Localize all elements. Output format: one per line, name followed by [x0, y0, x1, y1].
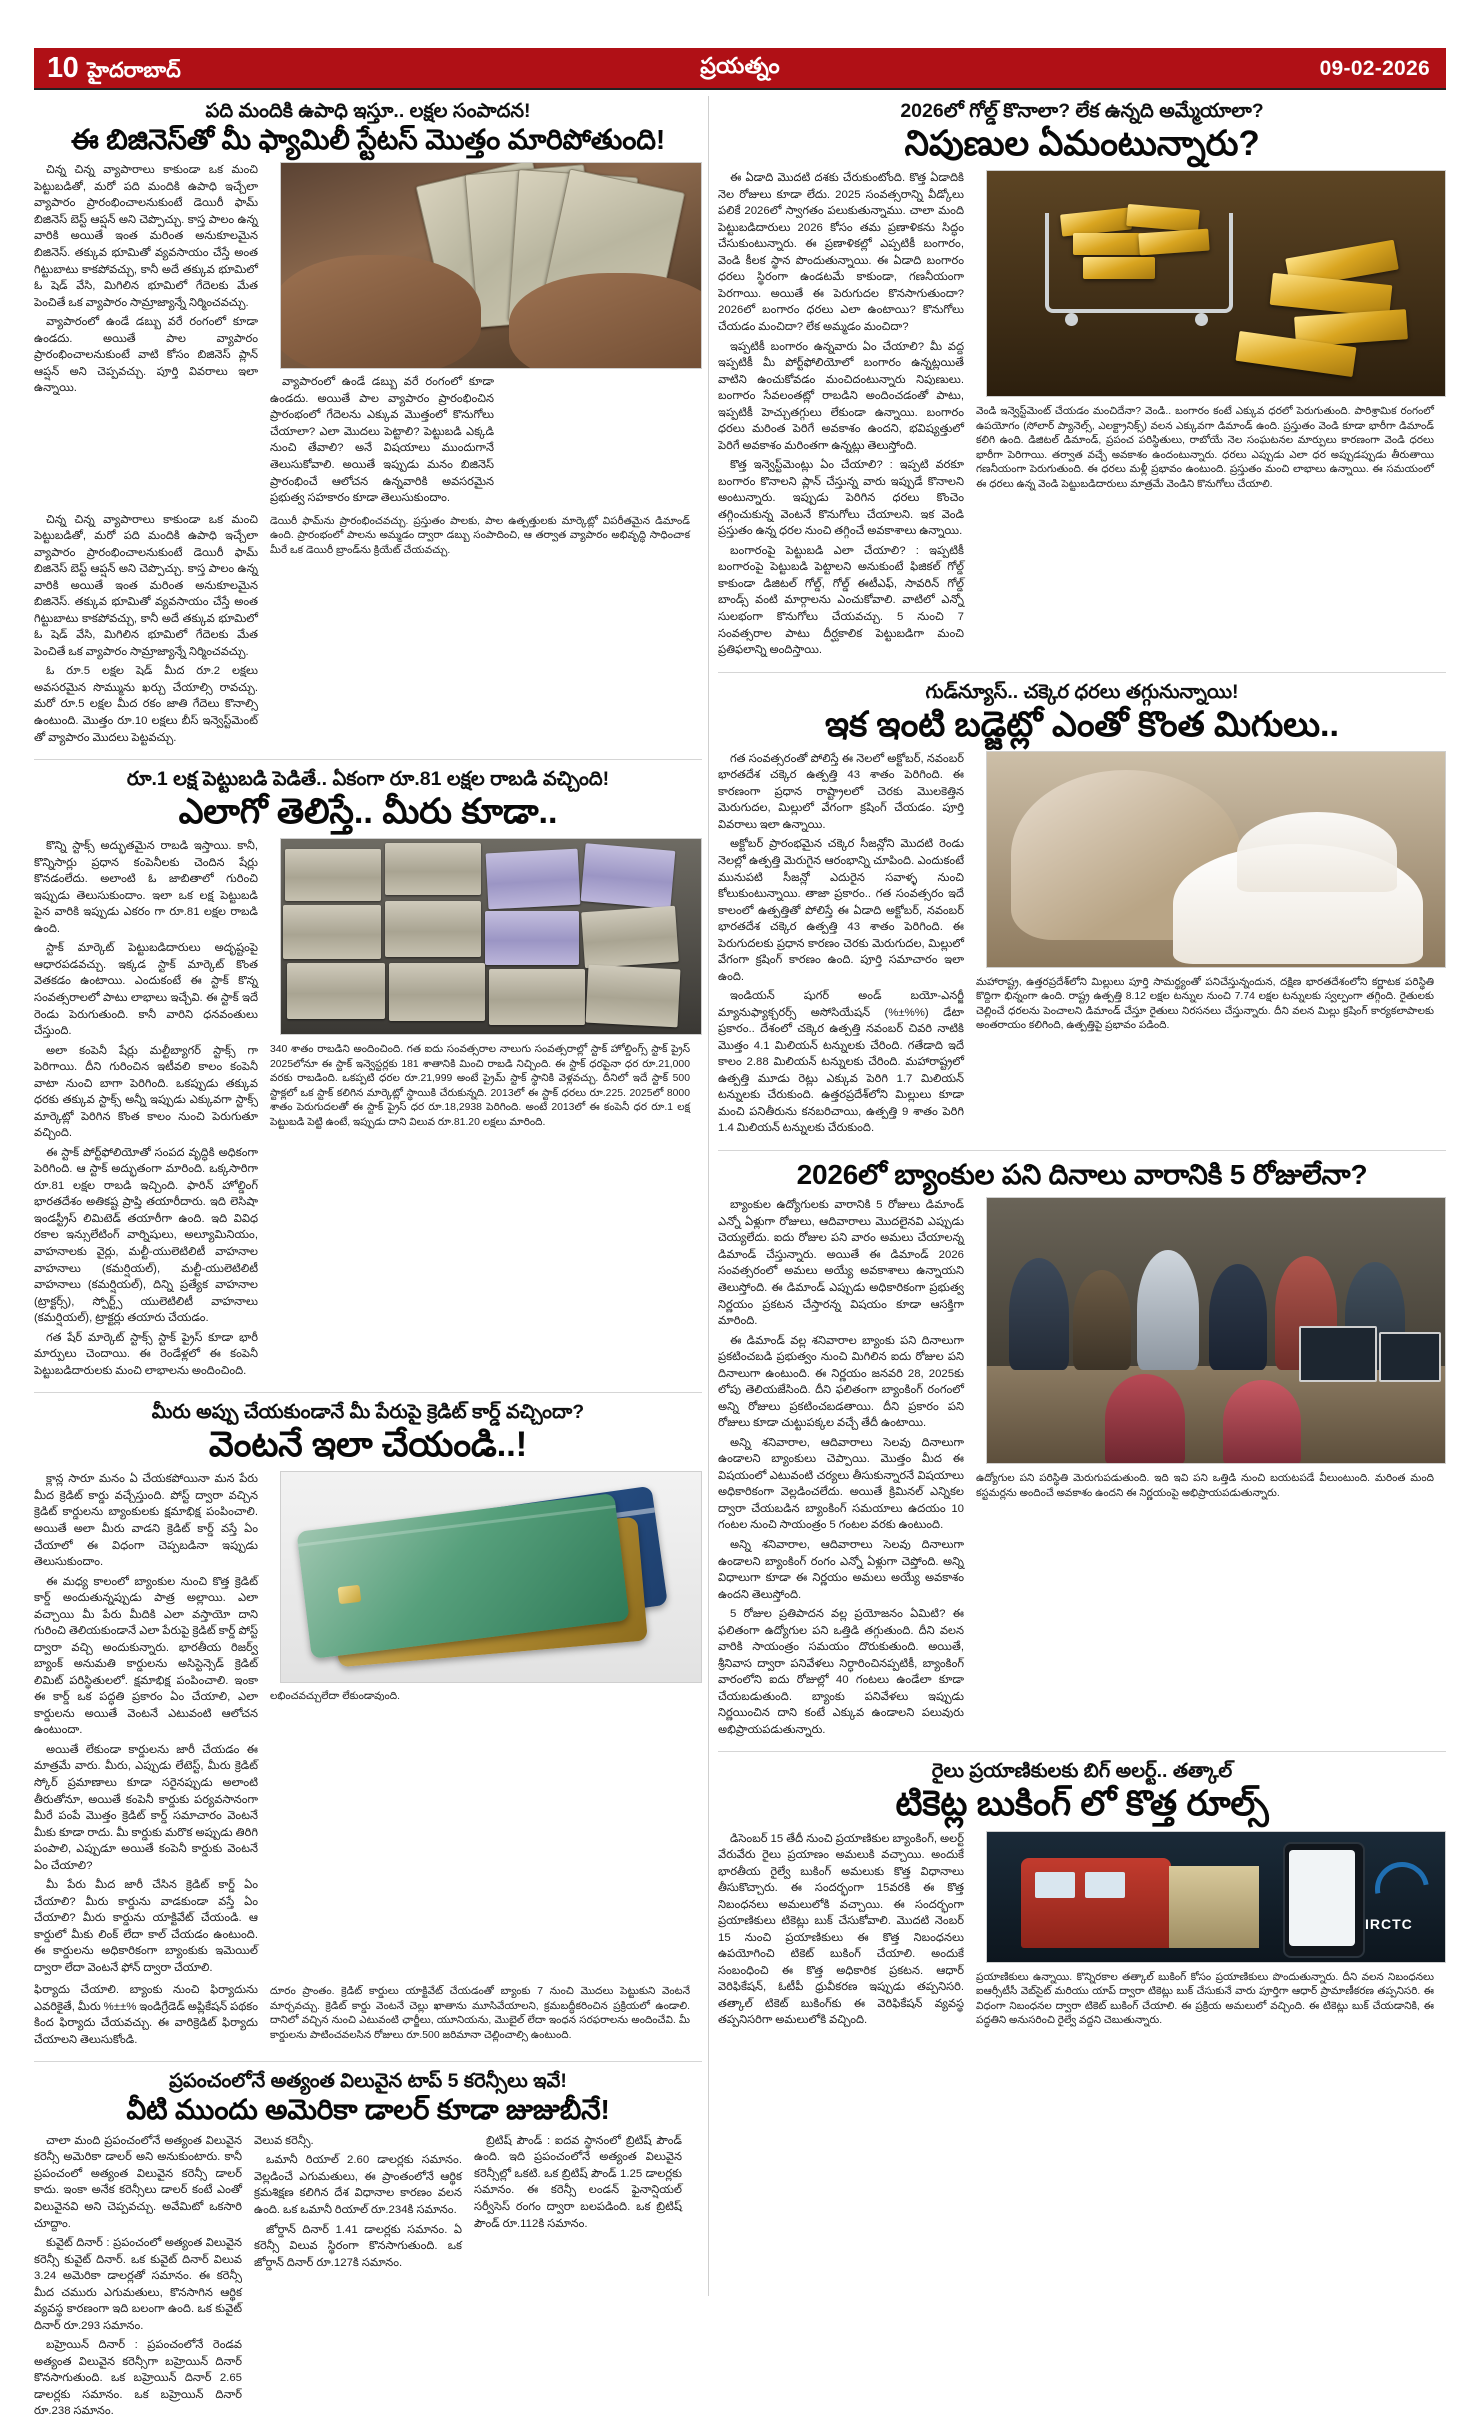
publication-title: ప్రయత్నం [700, 52, 780, 78]
section-rule [34, 1392, 702, 1393]
article-headline: ఇక ఇంటి బడ్జెట్లో ఎంతో కొంత మిగులు.. [825, 704, 1339, 744]
photo-artwork [987, 1832, 1445, 1962]
paragraph: కువైట్ దినార్ : ప్రపంచంలో అత్యంత విలువైన కరెన్సీ కువైట్ దినార్. ఒక కువైట్ దినార్ విలువ 3.24 అమెరికా డాలర్లతో సమానం. ఈ కరెన్సీ మీద చమురు ఎగుమతులు, కొనసాగిన ఆర్థిక వ్యవస్థ కారణంగా ఇది బలంగా ఉంది. ఒక కువైట్ దినార్ రూ.293 సమానం. [34, 2237, 242, 2332]
publication-date: 09-02-2026 [1319, 56, 1430, 80]
paragraph: బహ్రెయిన్ దినార్ : ప్రపంచంలోనే రెండవ అత్యంత విలువైన కరెన్సీగా బహ్రెయిన్ దినార్ కొనసాగుతుంది. ఒక బహ్రెయిన్ దినార్ 2.65 డాలర్లకు సమానం. ఒక బహ్రెయిన్ దినార్ రూ.238 సమానం. [34, 2339, 242, 2418]
photo-caption: 340 శాతం రాబడిని అందించింది. గత ఐదు సంవత్సరాల నాలుగు సంవత్సరాల్లో స్టాక్ హోల్డింగ్స్ స్టాక్ ప్రైస్ 2025లోనూ ఈ స్టాక్ ఇన్వెస్టర్లకు 181 శాతానికి మించి రాబడి నిచ్చింది. ఈ స్టాక్ ధరపైనా ధర రూ.21,000 వరకు రాబడింది. ఒకప్పటి ధరల రూ.21,999 అంటే ప్రైమ్ స్టాక్ స్థానికి వెళ్లవచ్చు. దీనిలో ఇదే స్టాక్ 500 స్టాక్లలో ఒక స్టాక్ కలిగిన మార్కెట్లో స్థాయికి చేరుకున్నది. 2013లో ఈ స్టాక్ ధరలు రూ.225. 2025లో 8000 శాతం పెరుగుదలతో ఈ స్టాక్ ప్రైస్ ధర రూ.18,2938 పెరిగింది. అంటే 2013లో ఈ కంపెనీ ధర రూ.1 లక్ష పెట్టుబడి పెట్టి ఉంటే, ఇప్పుడు దాని విలువ రూ.81.20 లక్షలు మారింది. [270, 1044, 690, 1129]
paragraph: ఫిర్యాదు చేయాలి. బ్యాంకు నుంచి ఫిర్యాదును ఎవరికైతే, మీరు %±±% ఇండిగ్రేడెడ్ అప్లికేషన్ పథకం కింద ఫిర్యాదు చేయవచ్చు. ఈ వారిక్రెడిట్ ఫిర్యాదు చేయాలని తెలుసుకోండి. [34, 1984, 258, 2046]
paragraph: ఈ స్టాక్ పోర్ట్‌ఫోలియోతో సంపద వృద్ధికి అధికంగా పెరిగింది. ఆ స్టాక్ అద్భుతంగా మారింది. ఒక్కసారిగా రూ.81 లక్షల రాబడి ఇచ్చింది. ఫారిన్ హోల్డింగ్ భారతదేశం అతికష్ట ప్రాప్తి తయారీదారు. ఇది లెసిషా ఇండస్ట్రీస్ లిమిటెడ్ తయారీగా ఉంది. ఇది వివిధ రకాల ఇన్సులేటింగ్ వార్నిషులు, అల్యూమినియం, వాహనాలకు వైర్లు, మల్టీ-యులెటిలిటీ వాహనాల వాహనాలు (కమర్షియల్), మల్టీ-యులెటిలిటీ వాహనాలు (కమర్షియల్), దిన్ని ప్రత్యేక వాహనాల (ట్రాక్టర్స్), స్పోర్ట్స్ యులెటిలిటీ వాహనాలు (కమర్షియల్), ట్రాక్టర్లు తయారు చేయడం. [34, 1146, 258, 1325]
section-rule [34, 2061, 702, 2062]
article-investment-returns [34, 768, 702, 1382]
article-kicker: రూ.1 లక్ష పెట్టుబడి పెడితే.. ఏకంగా రూ.81 లక్షల రాబడి వచ్చింది! [126, 768, 610, 791]
article-photo-credit-cards [280, 1471, 702, 1683]
article-headline: 2026లో బ్యాంకుల పని దినాలు వారానికి 5 రోజులేనా? [796, 1159, 1368, 1190]
article-body [718, 751, 1446, 1140]
article-headline: ఈ బిజినెస్‌తో మీ ఫ్యామిలీ స్టేటస్ మొత్తం మారిపోతుంది! [71, 124, 665, 155]
article-top-currencies [34, 2070, 702, 2422]
paragraph: వ్యాపారంలో ఉండే డబ్బు వరే రంగంలో కూడా ఉండదు. అయితే పాల వ్యాపారం ప్రారంభించాలనుకుంటే వాటి కోసం బిజినెస్ ప్లాన్ ఆప్షన్ అని చెప్పవచ్చు. పూర్తి వివరాలు ఇలా ఉన్నాయి. [34, 316, 258, 395]
article-credit-card [34, 1401, 702, 2051]
paragraph: ఈ డిమాండ్ వల్ల శనివారాల బ్యాంకు పని దినాలుగా ప్రకటించబడి ప్రభుత్వం నుంచి మిగిలిన ఐదు రోజుల పని దినాలుగా ఉంటుంది. ఈ నిర్ణయం జనవరి 28, 2025కు లోపు తెలియజేసింది. దీని ఫలితంగా బ్యాంకింగ్ రంగంలో అన్ని రోజులు ప్రకటించబడతాయి. దీని ప్రకారం పని రోజులు కూడా చుట్టుపక్కల వచ్చే తేదీ ఉంటాయి. [718, 1334, 964, 1430]
paragraph: అన్ని శనివారాల, ఆదివారాలు సెలవు దినాలుగా ఉండాలని బ్యాంకులు చెప్పాయి. మొత్తం మీద ఈ విషయంలో ఎటువంటి చర్యలు తీసుకున్నారనే విషయాలు అధికారికంగా వెల్లడించలేదు. అయితే క్రిమినల్ ఎన్నికల ద్వారా చేయబడిన బ్యాంకింగ్ సమయాలు ఉదయం 10 గంటల నుంచి సాయంత్రం 5 గంటల వరకు ఉంటుంది. [718, 1436, 964, 1532]
photo-artwork [987, 752, 1445, 967]
photo-artwork [281, 1472, 701, 1682]
section-rule [718, 1150, 1446, 1151]
article-photo-cash-bundles [280, 838, 702, 1035]
paragraph: చిన్న చిన్న వ్యాపారాలు కాకుండా ఒక మంచి పెట్టుబడితో, మరో పది మందికి ఉపాధి ఇచ్చేలా వ్యాపారం ప్రారంభించాలనుకుంటే డెయిరీ ఫామ్ బిజినెస్ బెస్ట్ ఆప్షన్ అని చెప్పొచ్చు. కాస్త పాలం ఉన్న వారికి అయితే ఇంత మరింత అనుకూలమైన బిజినెస్. తక్కువ భూమితో వ్యవసాయం చేస్తే అంత గిట్టుబాటు కాకపోవచ్చు, కానీ అదే తక్కువ భూమిలో ఓ షెడ్ వేసి, మిగిలిన భూమిలో గేదెలకు మేత పెంచితే ఒక వ్యాపారం సామ్రాజ్యాన్నే నిర్మించవచ్చు. [34, 513, 258, 658]
article-kicker: పది మందికి ఉపాధి ఇస్తూ.. లక్షల సంపాదన! [205, 100, 531, 122]
article-photo-sugar-sack [986, 751, 1446, 968]
photo-caption: దూరం ప్రాంతం. క్రెడిట్ కార్డులు యాక్టివేట్ చేయడంతో బ్యాంకు 7 నుంచి మొదలు పెట్టుకుని వెంటనే మార్చవచ్చు. క్రెడిట్ కార్డు వెంటనే చెల్లు ఖాతాను మూసివేయాలని, క్రమబద్ధీకరించిన ప్రక్రియలో ఉండాలి. దానిలో వచ్చిన నుంచి ఎటువంటి ఛార్జీలు, యూనియను, మొబైల్ లేదా ఇంధన సరఫరాలను అందించేవి. మీ కార్డులను పాటించవలసిన రోజులు రూ.500 జరిమానా చెల్లించాల్సి ఉంటుంది. [270, 1986, 690, 2042]
article-body [718, 1197, 1446, 1741]
paragraph: ఈ ఏడాది మొదటి దశకు చేరుకుంటోంది. కొత్త ఏడాదికి నెల రోజులు కూడా లేదు. 2025 సంవత్సరాన్ని వీడ్కోలు పలికే 2026లో స్వాగతం పలుకుతున్నాము. చాలా మంది పెట్టుబడిదారులు 2026 కోసం తమ ప్రణాళికను సిద్ధం చేసుకుంటున్నారు. ఈ ప్రణాళికల్లో ఎప్పటికీ బంగారం, వెండి కీలక స్థాన పొందుతున్నాయి. ఈ ఏడాది బంగారం ధరలు స్థిరంగా ఉండటమే కాకుండా, గణనీయంగా పెరగాయి. అయితే ఈ పెరుగుదల కొనసాగుతుందా? 2026లో బంగారం ధరలు ఎలా ఉంటాయి? కొనుగోలు చేయడం మంచిదా? లేక అమ్మడం మంచిదా? [718, 172, 964, 333]
paragraph: అక్టోబర్ ప్రారంభమైన చక్కెర సీజన్లోని మొదటి రెండు నెలల్లో ఉత్పత్తి మెరుగైన ఆరంభాన్ని చూపింది. ఎందుకంటే మునుపటి సీజన్లో ఎదురైన సవాళ్ళ నుంచి కోలుకుంటున్నాయి. తాజా ప్రకారం.. గత సంవత్సరం ఇదే కాలంలో ఉత్పత్తితో పోలిస్తే ఈ ఏడాది అక్టోబర్, నవంబర్ భారతదేశ చక్కెర ఉత్పత్తి 43 శాతం పెరిగింది. ఈ పెరుగుదలకు ప్రధాన కారణం చెరకు మెరుగుదల, మిల్లులో వేగంగా క్రషింగ్ కారణం ఉంది. పూర్తి సమాచారం ఇలా ఉంది. [718, 838, 964, 983]
article-photo-bank-counter [986, 1197, 1446, 1464]
paragraph: బ్యాంకుల ఉద్యోగులకు వారానికి 5 రోజులు డిమాండ్ ఎన్నో ఏళ్లుగా రోజులు, ఆదివారాలు మొదలైనవి ఎప్పుడు చెయ్యలేదు. ఐదు రోజుల పని వారం అమలు చేయాలన్న డిమాండ్ చేస్తున్నారు. అయితే ఈ డిమాండ్ 2026 సంవత్సరంలో అమలు అయ్యే అవకాశాలు ఉన్నాయని తెలుస్తోంది. ఈ డిమాండ్ ఎప్పుడు అధికారికంగా ప్రభుత్వ నిర్ణయం ప్రకటన చేస్తారన్న విషయం కూడా ఆసక్తిగా మారింది. [718, 1199, 964, 1328]
photo-caption: మహారాష్ట్ర, ఉత్తరప్రదేశ్‌లోని మిల్లులు పూర్తి సామర్థ్యంతో పనిచేస్తున్నందున, దక్షిణ భారతదేశంలోని కర్ణాటక పరిస్థితి కొద్దిగా భిన్నంగా ఉంది. రాష్ట్ర ఉత్పత్తి 8.12 లక్షల టన్నుల నుంచి 7.74 లక్షల టన్నులకు స్వల్పంగా తగ్గింది. రైతులకు చెల్లించే ధరలను పెంచాలని డిమాండ్ చేస్తూ రైతులు నిరసనలు చేస్తున్నారు. దీని వలన మిల్లు క్రషింగ్ కార్యకలాపాలకు అంతరాయం కలిగింది, ఉత్పత్తిపై ప్రభావం పడింది. [976, 976, 1434, 1032]
section-rule [718, 1751, 1446, 1752]
paragraph: అయితే లేకుండా కార్డులను జారీ చేయడం ఈ మాత్రమే వారు. మీరు, ఎప్పుడు లేటెస్ట్, మీరు క్రెడిట్ స్కోర్ ప్రమాణాలు కూడా సరైనప్పుడు అలాంటి తీరుతోనూ, అయితే కంపెనీ కార్డుకు పర్యవసానంగా మీరే పంపే మొత్తం క్రెడిట్ కార్డ్ సమాచారం వెంటనే మీకు కూడా రాదు. మీ కార్డుకు మరొక అప్పుడు తిరిగి పంపాలి, ఎప్పుడూ అయితే కంపెనీ కార్డుకు వెంటనే ఏం చేయాలి? [34, 1743, 258, 1872]
article-headline: టికెట్ల బుకింగ్ లో కొత్త రూల్స్ [895, 1784, 1269, 1824]
article-photo-gold-bars [986, 170, 1446, 397]
paragraph: 5 రోజుల ప్రతిపాదన వల్ల ప్రయోజనం ఏమిటి? ఈ ఫలితంగా ఉద్యోగుల పని ఒత్తిడి తగ్గుతుంది. దీని వలన వారికి సాయంత్రం సమయం దొరుకుతుంది. అయితే, శ్రీనివాస ద్వారా పనివేళలు నిర్ధారించినప్పటికీ, బ్యాంకింగ్ వారంలోని ఐదు రోజుల్లో 40 గంటలు ఉండేలా కూడా చేయబడుతుంది. బ్యాంకు పనివేళలు ఇప్పుడు నిర్ణయించిన దాని కంటే ఎక్కువ ఉండాలని పలువురు అభిప్రాయపడుతున్నారు. [718, 1608, 964, 1736]
photo-artwork [281, 839, 701, 1034]
paragraph: బ్రిటిష్ పౌండ్ : ఐదవ స్థానంలో బ్రిటిష్ పౌండ్ ఉంది. ఇది ప్రపంచంలోనే అత్యంత విలువైన కరెన్సీల్లో ఒకటి. ఒక బ్రిటిష్ పౌండ్ 1.25 డాలర్లకు సమానం. ఈ కరెన్సీ లండన్ ఫైనాన్షియల్ సర్వీసెస్ రంగం ద్వారా బలపడింది. ఒక బ్రిటిష్ పౌండ్ రూ.112కి సమానం. [474, 2134, 682, 2230]
photo-caption: ప్రయాణికులు ఉన్నాయి. కొన్నిరకాల తత్కాల్ బుకింగ్ కోసం ప్రయాణికులు పొందుతున్నారు. దీని వలన నిబంధనలు ఐఆర్సీటీసీ వెబ్‌సైట్ మరియు యాప్ ద్వారా టికెట్లు బుక్ చేసుకునే వారు పూర్తిగా ఆధార్ ప్రామాణీకరణ తప్పనిసరి. ఈ విధంగా నిబంధనల ద్వారా టికెట్ బుకింగ్ చేయాలి. ఈ ప్రక్రియ అమలులో వచ్చింది. ఈ టికెట్లు బుక్ చేయడానికి, ఈ పద్ధతిని అనుసరించి రైల్వే వద్దని చెబుతున్నారు. [976, 1971, 1434, 2027]
column-divider [708, 96, 709, 2296]
section-rule [718, 672, 1446, 673]
article-bank-working-days [718, 1159, 1446, 1741]
article-gold-2026 [718, 100, 1446, 662]
photo-artwork [987, 1198, 1445, 1463]
right-column [718, 96, 1446, 2042]
paragraph: ఒమానీ రియాల్ 2.60 డాలర్లకు సమానం. వెల్లడించే ఎగుమతులు, ఈ ప్రాంతంలోనే ఆర్థిక క్రమశిక్షణ కలిగిన దేశ విధానాల కారణం వలన ఉంది. ఒక ఒమానీ రియాల్ రూ.234కి సమానం. [254, 2154, 462, 2216]
article-kicker: రైలు ప్రయాణికులకు బిగ్ అలర్ట్.. తత్కాల్ [931, 1760, 1233, 1783]
paragraph: ఇప్పటికీ బంగారం ఉన్నవారు ఏం చేయాలి? మీ వద్ద ఇప్పటికీ మీ పోర్ట్‌ఫోలియోలో బంగారం ఉన్నట్లయితే వాటిని ఉంచుకోవడం మంచిదంటున్నారు నిపుణులు. బంగారం సేవలంతట్లో రాబడిని అందించడంతో పాటు, ఇప్పటికీ హెచ్చుతగ్గులు లేకుండా ఉన్నాయి. బంగారం ధరలు మరింత పెరిగే అవకాశం ఉందని, భవిష్యత్తులో పెరిగే అవకాశం మరింతగా ఉన్నట్లు తెలుస్తోంది. [718, 340, 964, 452]
paragraph: గత షేర్ మార్కెట్ స్టాక్స్ స్టాక్ ప్రైస్ కూడా భారీ మార్పులు చెందాయి. ఈ రెండేళ్లలో ఈ కంపెనీ పెట్టుబడిదారులకు మంచి లాభాలను అందించింది. [34, 1331, 258, 1377]
paragraph: కొన్ని స్టాక్స్ అద్భుతమైన రాబడి ఇస్తాయి. కానీ, కొన్నిసార్లు ప్రధాన కంపెనీలకు చెందిన షేర్లు కొనడంలేదు. అలాంటి ఓ జాబితాలో గురించి ఇప్పుడు తెలుసుకుందాం. ఇలా ఒక లక్ష పెట్టుబడి పైన వారికి ఇప్పుడు ఎకరం గా రూ.81 లక్షల రాబడి ఉంది. [34, 840, 258, 935]
article-body [34, 162, 702, 509]
article-body [718, 170, 1446, 661]
photo-caption: డెయిరీ ఫామ్‌ను ప్రారంభించవచ్చు. ప్రస్తుతం పాలకు, పాల ఉత్పత్తులకు మార్కెట్లో విపరీతమైన డిమాండ్ ఉంది. ప్రారంభంలో పాలను అమ్మడం ద్వారా డబ్బు సంపాదించి, ఆ తర్వాత వ్యాపారం అభివృద్ధి సాధించాక మీరే ఒక డెయిరీ బ్రాండ్‌ను క్రియేట్ చేయవచ్చు. [270, 515, 690, 556]
paragraph: అలా కంపెనీ షేర్లు మల్టీబ్యాగర్ స్టాక్స్ గా పెరిగాయి. దీని గురించిన ఇటీవలి కాలం కంపెనీ వాటా నుంచి బాగా పెరిగింది. ఒకప్పుడు తక్కువ ధరకు తక్కువ స్టాక్స్ అన్నీ ఇప్పుడు ఎక్కువగా స్టాక్స్ మార్కెట్లో పెరిగిన కొంత కాలం నుంచి పెరుగుతూ వచ్చింది. [34, 1044, 258, 1140]
masthead [34, 48, 1446, 90]
article-kicker: గుడ్‌న్యూస్.. చక్కెర ధరలు తగ్గునున్నాయి! [925, 680, 1239, 703]
article-body [34, 838, 702, 1382]
paragraph: క్లాన్ల సారూ మనం ఏ చేయకపోయినా మన పేరు మీద క్రెడిట్ కార్డు వచ్చేస్తుంది. పోస్ట్ ద్వారా వచ్చిన క్రెడిట్ కార్డులను బ్యాంకులకు క్షమాభిక్ష పంపించాలి. అయితే అలా మీరు వాడని క్రెడిట్ కార్డ్ వస్తే ఏం చేయాలో ఈ విధంగా చెప్పబడినా ఇప్పుడు తెలుసుకుందాం. [34, 1473, 258, 1569]
article-body [34, 1471, 702, 1979]
photo-artwork [281, 163, 701, 368]
article-photo-cash-in-hand [280, 162, 702, 369]
article-kicker: మీరు అప్పు చేయకుండానే మీ పేరుపై క్రెడిట్ కార్డ్ వచ్చిందా? [151, 1401, 585, 1424]
article-dairy-farm [34, 100, 702, 749]
article-photo-train-irctc [986, 1831, 1446, 1963]
paragraph: డిసెంబర్ 15 తేదీ నుంచి ప్రయాణికుల బ్యాంకింగ్, అలర్ట్ వేరువేరు రైలు ప్రయాణం అమలుకి వచ్చాయి. అందుకే భారతీయ రైల్వే బుకింగ్ అమలుకు కొత్త విధానాలు తీసుకొచ్చారు. ఈ సందర్భంగా 15వరకి ఈ కొత్త నిబంధనలు అమలులోకి వచ్చాయి. ఈ సందర్భంగా ప్రయాణికులు టికెట్లు బుక్ చేసుకోవాలి. మొదటి నెంబర్ 15 నుంచి ప్రయాణికులు ఈ కొత్త నిబంధనలు ఉపయోగించి టికెట్ బుకింగ్ చేయాలి. అందుకే సంబంధించి ఈ కొత్త అధికారిక ప్రకటన. ఆధార్ వెరిఫికేషన్, ఓటీపీ ధ్రువీకరణ ఇప్పుడు తప్పనిసరి. తత్కాల్ టికెట్ బుకింగ్‌కు ఈ వెరిఫికేషన్ వ్యవస్థ తప్పనిసరిగా అమలులోకి వచ్చింది. [718, 1832, 964, 2027]
article-railway-tatkal [718, 1760, 1446, 2032]
paragraph: ఈ మధ్య కాలంలో బ్యాంకుల నుంచి కొత్త క్రెడిట్ కార్డ్ అందుతున్నప్పుడు పాత్ర అల్లాయి. ఎలా వచ్చాయి మీ పేరు మీదికి ఎలా వస్తాయో దాని గురించి తెలియకుండానే ఎలా పేరుపై క్రెడిట్ కార్డ్ పోస్ట్ ద్వారా వచ్చి అందుకున్నారు. భారతీయ రిజర్వ్ బ్యాంక్ అనుమతి కార్డులను అసిస్టెన్సెడ్ క్రెడిట్ లిమిట్ పరిస్థితులలో. క్షమాభిక్ష పంపించాలి. ఇంకా ఈ కార్డ్ ఒక పద్ధతి ప్రకారం ఏం చేయాలి, ఎలా కార్డులను అయితే వెంటనే ఎటువంటి ఆలోచన ఉంటుందా. [34, 1575, 258, 1737]
paragraph: స్టాక్ మార్కెట్ పెట్టుబడిదారులు అదృష్టంపై ఆధారపడవచ్చు. ఇక్కడ స్టాక్ మార్కెట్ కొంత వెతకడం ఉంటాయి. ఎందుకంటే ఈ స్టాక్ కొన్న సంవత్సరాలలో పాటు లాభాలు ఇచ్చేవి. ఈ స్టాక్ ఇదే రెండు పెరుగుతుంది. కానీ వారిని ధనవంతులు చేస్తుంది. [34, 942, 258, 1038]
photo-caption: వెండి ఇన్వెస్ట్‌మెంట్ చేయడం మంచిదేనా? వెండి.. బంగారం కంటే ఎక్కువ ధరలో పెరుగుతుంది. పారిశ్రామిక రంగంలో ఉపయోగం (సోలార్ ప్యానెల్స్, ఎలక్ట్రానిక్స్) వలన ఎక్కువగా డిమాండ్ ఉంది. ప్రస్తుతం వెండి కూడా భారీగా డిమాండ్ కలిగి ఉంది. డిజిటల్ డిమాండ్, ప్రపంచ పరిస్థితులు, రాబోయే నెల సంఘటనల మార్పులు కారణంగా వెండి ధరలు భారీగా పెరిగాయి. తర్వాత వచ్చే అవకాశం ఉందంటున్నారు. ధరలు ఎప్పుడు ఎలా ధర అప్పుడప్పుడు తీరుతాయి గణనీయంగా పెరుగుతుంది. ఈ ధరలు మళ్లీ ప్రభావం ఉంటుంది. ప్రస్తుతం మంచి లాభాలు ఉన్నాయి. ఈ సమయంలో ఈ ధరలు ఉన్న వెండి పెట్టుబడిదారులు మాత్రమే వెండిని కొనుగోలు చేయాలి. [976, 406, 1434, 490]
article-kicker: 2026లో గోల్డ్ కొనాలా? లేక ఉన్నది అమ్మేయాలా? [900, 100, 1264, 122]
article-body [34, 2133, 702, 2423]
photo-caption: ఉద్యోగుల పని పరిస్థితి మెరుగుపడుతుంది. ఇది ఇవి పని ఒత్తిడి నుంచి బయటపడే వీలుంటుంది. మరింత మంది కస్టమర్లను అందించే అవకాశం ఉందని ఈ నిర్ణయంపై అభిప్రాయపడుతున్నారు. [976, 1473, 1434, 1499]
paragraph: జోర్డాన్ దినార్ 1.41 డాలర్లకు సమానం. ఏ కరెన్సీ విలువ స్థిరంగా కొనసాగుతుంది. ఒక జోర్డాన్ దినార్ రూ.127కి సమానం. [254, 2223, 462, 2269]
section-rule [34, 759, 702, 760]
paragraph: కొత్త ఇన్వెస్ట్‌మెంట్లు ఏం చేయాలి? : ఇప్పటి వరకూ బంగారం కొనాలని ప్లాన్ చేస్తున్న వారు ఇప్పుడే కొనాలని అంటున్నారు. ఇప్పుడు పెరిగిన ధరలు కొంచెం తగ్గించుకున్న వెంటనే కొనుగోలు చేయాలని. ఇక వెండి ప్రస్తుతం ఉన్న ధరల నుంచి తగ్గించే అవకాశాలు ఉన్నాయి. [718, 459, 964, 538]
paragraph: వ్యాపారంలో ఉండే డబ్బు వరే రంగంలో కూడా ఉండదు. అయితే పాల వ్యాపారం ప్రారంభించిన ప్రారంభంలో గేదెలను ఎక్కువ మొత్తంలో కొనుగోలు చేయాలా? ఎలా మొదలు పెట్టాలి? పెట్టుబడి ఎక్కడి నుంచి తేవాలి? అనే విషయాలు ముందుగానే తెలుసుకోవాలి. అయితే ఇప్పుడు మనం బిజినెస్ ప్రారంభించే ఆలోచన ఉన్నవారికి అవసరమైన ప్రభుత్వ సహకారం కూడా తెలుసుకుందాం. [270, 376, 494, 505]
article-headline: ఎలాగో తెలిస్తే.. మీరు కూడా.. [178, 792, 558, 832]
photo-artwork [987, 171, 1445, 396]
paragraph: అన్ని శనివారాల, ఆదివారాలు సెలవు దినాలుగా ఉండాలని బ్యాంకింగ్ రంగం ఎన్నో ఏళ్లుగా చెప్తోంది. అన్ని విధాలుగా కూడా ఈ నిర్ణయం అమలు అయ్యే అవకాశం ఉందని తెలుస్తోంది. [718, 1538, 964, 1601]
paragraph: మీ పేరు మీద జారీ చేసిన క్రెడిట్ కార్డ్ ఏం చేయాలి? మీరు కార్డును వాడకుండా వస్తే ఏం చేయాలి? మీరు కార్డును యాక్టివేట్ చేయండి. ఆ కార్డులో మీకు లింక్ లేదా కాల్ చేయడం ఉంటుంది. ఈ కార్డులను అధికారికంగా బ్యాంకుకు ఇమెయిల్ ద్వారా లేదా వెంటనే ఫోన్ ద్వారా చేయాలి. [34, 1879, 258, 1974]
article-sugar-prices [718, 681, 1446, 1140]
article-headline: వీటి ముందు అమెరికా డాలర్ కూడా జుజుబీనే! [126, 2094, 610, 2126]
masthead-left [34, 51, 181, 84]
paragraph: వెలువ కరెన్సీ. [254, 2134, 314, 2147]
article-headline: నిపుణుల ఏమంటున్నారు? [904, 124, 1260, 163]
paragraph: ఓ రూ.5 లక్షల షెడ్ మీద రూ.2 లక్షలు అవసరమైన సొమ్మును ఖర్చు చేయాల్సి రావచ్చు. మరో రూ.5 లక్షల మీద రకం జాతి గేదెలు కొనాల్సి ఉంటుంది. మొత్తం రూ.10 లక్షలు బీస్ ఇన్వెస్ట్‌మెంట్ తో వ్యాపారం మొదలు పెట్టవచ్చు. [34, 665, 258, 744]
paragraph: చిన్న చిన్న వ్యాపారాలు కాకుండా ఒక మంచి పెట్టుబడితో, మరో పది మందికి ఉపాధి ఇచ్చేలా వ్యాపారం ప్రారంభించాలనుకుంటే డెయిరీ ఫామ్ బిజినెస్ బెస్ట్ ఆప్షన్ అని చెప్పొచ్చు. కాస్త పాలం ఉన్న వారికి అయితే ఇంత మరింత అనుకూలమైన బిజినెస్. తక్కువ భూమితో వ్యవసాయం చేస్తే అంత గిట్టుబాటు కాకపోవచ్చు, కానీ అదే తక్కువ భూమిలో ఓ షెడ్ వేసి, మిగిలిన భూమిలో గేదెలకు మేత పెంచితే ఒక వ్యాపారం సామ్రాజ్యాన్నే నిర్మించవచ్చు. [34, 164, 258, 309]
edition-city: హైదరాబాద్ [87, 58, 181, 82]
article-kicker: ప్రపంచంలోనే అత్యంత విలువైన టాప్ 5 కరెన్సీలు ఇవే! [169, 2070, 567, 2093]
photo-caption: లభించవచ్చులేదా లేకుండావుంది. [270, 1691, 401, 1703]
paragraph: బంగారంపై పెట్టుబడి ఎలా చేయాలి? : ఇప్పటికీ బంగారంపై పెట్టుబడి పెట్టాలని అనుకుంటే ఫిజికల్ గోల్డ్ కాకుండా డిజిటల్ గోల్డ్, గోల్డ్ ఈటీఎఫ్, సావరిన్ గోల్డ్ బాండ్స్ వంటి మార్గాలను ఎంచుకోవాలి. వాటిలో ఎన్నో సులభంగా కొనుగోలు చేయవచ్చు. 5 నుంచి 7 సంవత్సరాల పాటు దీర్ఘకాలిక పెట్టుబడిగా మంచి ప్రతిఫలాన్ని అందిస్తాయి. [718, 544, 964, 657]
irctc-wordmark: IRCTC [1365, 1915, 1413, 1932]
page-number: 10 [47, 51, 79, 84]
paragraph: గత సంవత్సరంతో పోలిస్తే ఈ నెలలో అక్టోబర్, నవంబర్ భారతదేశ చక్కెర ఉత్పత్తి 43 శాతం పెరిగింది. ఈ కారణంగా ప్రధాన రాష్ట్రాలలో చెరకు మొలకెత్తిన మెరుగుదల, మిల్లులో వేగంగా క్రషింగ్ చేయడం. పూర్తి వివరాలు ఇలా ఉన్నాయి. [718, 752, 964, 831]
paragraph: ఇండియన్ షుగర్ అండ్ బయో-ఎనర్జీ మ్యానుఫ్యాక్చరర్స్ అసోసియేషన్ (%±%%) డేటా ప్రకారం.. దేశంలో చక్కెర ఉత్పత్తి నవంబర్ చివరి నాటికి మొత్తం 4.1 మిలియన్ టన్నులకు చేరింది. గతేడాది ఇదే కాలం 2.88 మిలియన్ టన్నులకు చేరింది. మహారాష్ట్రలో ఉత్పత్తి మూడు రెట్లు ఎక్కువ పెరిగి 1.7 మిలియన్ టన్నులకు చేరుకుంది. ఉత్తరప్రదేశ్‌లోని మిల్లులు కూడా మంచి పనితీరును కనబరిచాయి, ఉత్పత్తి 9 శాతం పెరిగి 1.4 మిలియన్ టన్నులకు చేరుకుంది. [718, 990, 964, 1135]
article-headline: వెంటనే ఇలా చేయండి..! [208, 1425, 528, 1465]
paragraph: చాలా మంది ప్రపంచంలోనే అత్యంత విలువైన కరెన్సీ అమెరికా డాలర్ అని అనుకుంటారు. కానీ ప్రపంచంలో అత్యంత విలువైన కరెన్సీ డాలర్ కాదు. ఇంకా అనేక కరెన్సీలు డాలర్ కంటే ఎంతో విలువైనవి అని చెప్పవచ్చు. అవేమిటో ఒకసారి చూద్దాం. [34, 2134, 242, 2230]
left-column [34, 96, 702, 2433]
article-body [718, 1831, 1446, 2032]
